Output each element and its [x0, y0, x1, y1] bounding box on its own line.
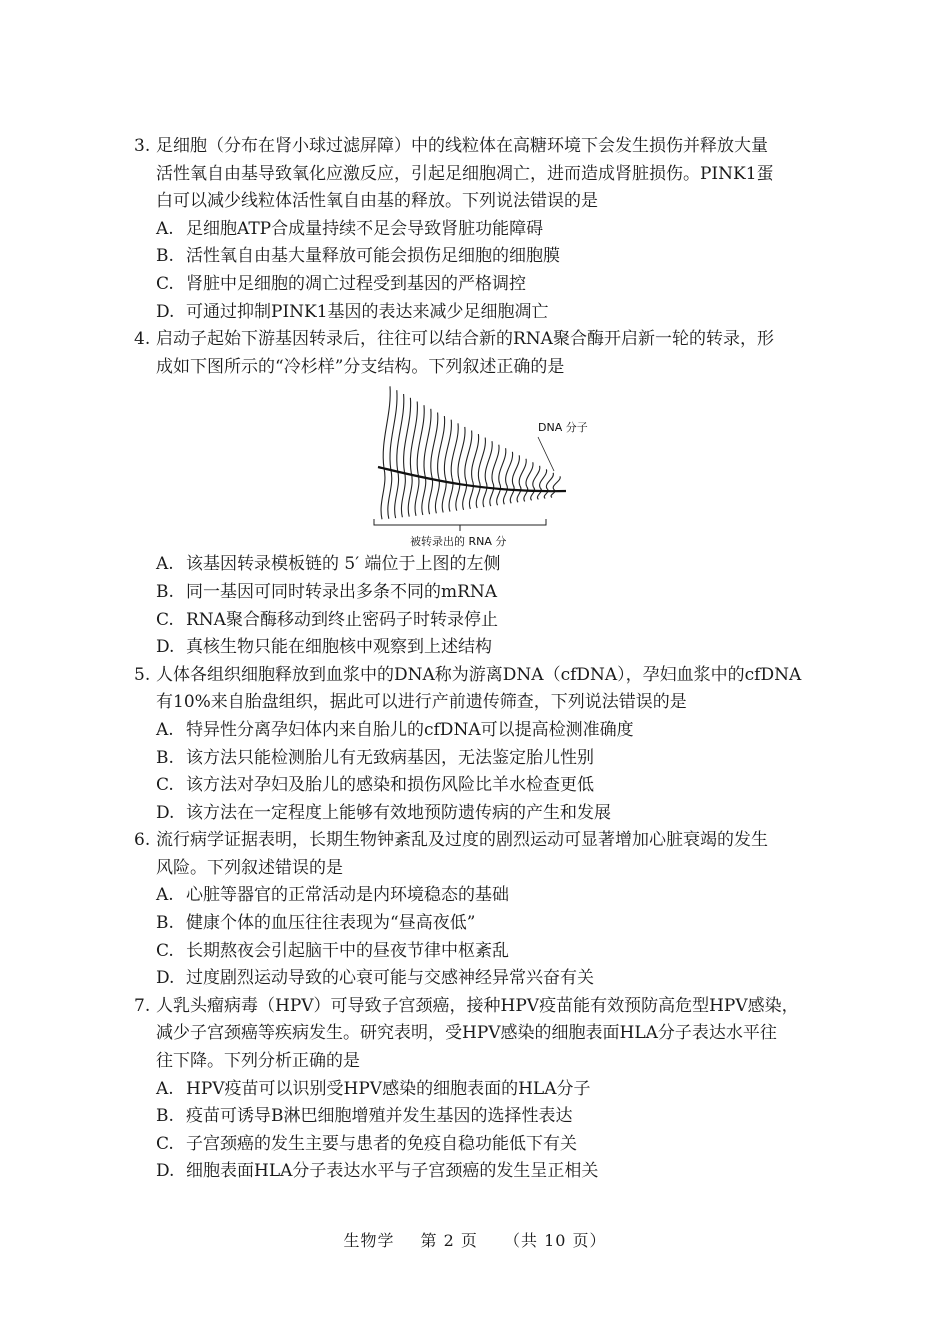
question-stem-line: 4. 启动子起始下游基因转录后，往往可以结合新的RNA聚合酶开启新一轮的转录，形 — [134, 326, 834, 354]
rna-branch-up — [526, 463, 533, 487]
option-c: C. 该方法对孕妇及胎儿的感染和损伤风险比羊水检查更低 — [156, 775, 594, 796]
option-b: B. 疫苗可诱导B淋巴细胞增殖并发生基因的选择性表达 — [156, 1106, 573, 1127]
rna-branch-down — [483, 482, 487, 507]
rna-branch-up — [499, 449, 506, 484]
question-stem-line: 7. 人乳头瘤病毒（HPV）可导致子宫颈癌，接种HPV疫苗能有效预防高危型HPV感染， — [134, 993, 834, 1021]
rna-branch-down — [510, 485, 514, 503]
rna-branch-down — [497, 484, 501, 506]
option-b: B. 同一基因可同时转录出多条不同的mRNA — [156, 581, 498, 602]
rna-branch-up — [533, 466, 540, 488]
question-number: 3. — [134, 136, 151, 156]
rna-branch-up — [383, 387, 390, 469]
fir-tree-diagram — [370, 385, 610, 547]
rna-branch-up — [472, 434, 479, 480]
footer-subject: 生物学 — [343, 1231, 395, 1250]
question-7 — [134, 993, 834, 1186]
rna-branch-up — [390, 391, 397, 470]
question-number: 4. — [134, 329, 151, 350]
rna-branch-down — [503, 485, 507, 505]
rna-branch-up — [540, 470, 547, 489]
rna-branch-up — [417, 406, 424, 474]
rna-branch-up — [492, 445, 499, 483]
question-4 — [134, 326, 834, 662]
rna-branch-up — [485, 442, 492, 483]
rna-branch-down — [422, 475, 426, 516]
rna-branch-up — [506, 452, 513, 485]
dna-label: DNA 分子 — [538, 421, 588, 435]
question-stem-line: 活性氧自由基导致氧化应激反应，引起足细胞凋亡，进而造成肾脏损伤。PINK1蛋 — [156, 163, 774, 184]
page-footer — [0, 1228, 950, 1251]
option-a: A. 该基因转录模板链的 5′ 端位于上图的左侧 — [156, 554, 501, 575]
rna-branch-down — [490, 483, 494, 506]
option-d: D. 真核生物只能在细胞核中观察到上述结构 — [156, 637, 492, 658]
question-stem-line: 往下降。下列分析正确的是 — [156, 1051, 360, 1072]
rna-branch-up — [444, 420, 451, 477]
question-stem-line: 6. 流行病学证据表明，长期生物钟紊乱及过度的剧烈运动可显著增加心脏衰竭的发生 — [134, 827, 834, 855]
question-stem-line: 成如下图所示的“冷杉样”分支结构。下列叙述正确的是 — [156, 356, 565, 377]
question-stem-line: 风险。下列叙述错误的是 — [156, 857, 343, 878]
rna-branch-down — [429, 476, 433, 515]
dna-pointer-line — [538, 437, 554, 471]
fir-tree-figure — [134, 381, 834, 551]
option-b: B. 该方法只能检测胎儿有无致病基因，无法鉴定胎儿性别 — [156, 747, 594, 768]
footer-total-pages: （共 10 页） — [504, 1231, 607, 1250]
rna-branch-down — [381, 469, 385, 520]
rna-branch-up — [397, 394, 404, 471]
question-stem-line: 3. 足细胞（分布在肾小球过滤屏障）中的线粒体在高糖环境下会发生损伤并释放大量 — [134, 133, 834, 161]
rna-branch-up — [478, 438, 485, 482]
rna-branch-down — [531, 488, 535, 501]
option-d: D. 该方法在一定程度上能够有效地预防遗传病的产生和发展 — [156, 802, 611, 823]
rna-branch-down — [415, 474, 419, 516]
rna-branch-up — [431, 413, 438, 476]
question-number: 6. — [134, 830, 151, 851]
rna-bracket — [374, 519, 546, 525]
rna-branch-down — [524, 487, 528, 502]
option-d: D. 细胞表面HLA分子表达水平与子宫颈癌的发生呈正相关 — [156, 1161, 599, 1182]
question-stem-line: 5. 人体各组织细胞释放到血浆中的DNA称为游离DNA（cfDNA），孕妇血浆中的cfDNA — [134, 662, 834, 690]
option-c: C. 子宫颈癌的发生主要与患者的免疫自稳功能低下有关 — [156, 1133, 577, 1154]
rna-branch-down — [517, 486, 521, 502]
rna-branch-up — [451, 424, 458, 479]
option-a: A. 心脏等器官的正常活动是内环境稳态的基础 — [156, 885, 509, 906]
rna-branch-up — [465, 431, 472, 480]
rna-branch-up — [553, 477, 560, 490]
rna-branch-up — [410, 402, 417, 473]
rna-branch-down — [408, 473, 412, 517]
rna-branch-down — [395, 471, 399, 519]
question-number: 7. — [134, 995, 151, 1016]
question-list — [134, 133, 834, 1186]
option-c: C. 肾脏中足细胞的凋亡过程受到基因的严格调控 — [156, 273, 526, 294]
question-stem-line: 白可以减少线粒体活性氧自由基的释放。下列说法错误的是 — [156, 191, 598, 212]
rna-branch-up — [438, 416, 445, 476]
option-c: C. 长期熬夜会引起脑干中的昼夜节律中枢紊乱 — [156, 940, 509, 961]
rna-branch-up — [404, 398, 411, 472]
question-6 — [134, 827, 834, 993]
rna-branch-up — [519, 459, 526, 486]
option-a: A. 特异性分离孕妇体内来自胎儿的cfDNA可以提高检测准确度 — [156, 719, 634, 740]
rna-branch-down — [401, 472, 405, 518]
option-b: B. 活性氧自由基大量释放可能会损伤足细胞的细胞膜 — [156, 246, 560, 267]
rna-branch-down — [537, 489, 541, 500]
rna-branch-up — [424, 409, 431, 475]
rna-branch-down — [476, 482, 480, 509]
option-a: A. 足细胞ATP合成量持续不足会导致肾脏功能障碍 — [156, 218, 544, 239]
question-stem-line: 减少子宫颈癌等疾病发生。研究表明，受HPV感染的细胞表面HLA分子表达水平往 — [156, 1023, 777, 1044]
option-a: A. HPV疫苗可以识别受HPV感染的细胞表面的HLA分子 — [156, 1078, 591, 1099]
rna-branch-down — [388, 470, 392, 519]
rna-branch-down — [435, 476, 439, 513]
rna-branch-up — [512, 456, 519, 486]
question-stem-line: 有10%来自胎盘组织，据此可以进行产前遗传筛查，下列说法错误的是 — [156, 692, 687, 713]
rna-branches — [381, 387, 560, 520]
rna-branch-up — [458, 427, 465, 479]
option-c: C. RNA聚合酶移动到终止密码子时转录停止 — [156, 609, 498, 630]
question-number: 5. — [134, 664, 151, 685]
option-b: B. 健康个体的血压往往表现为“昼高夜低” — [156, 913, 476, 934]
option-d: D. 过度剧烈运动导致的心衰可能与交感神经异常兴奋有关 — [156, 968, 594, 989]
option-d: D. 可通过抑制PINK1基因的表达来减少足细胞凋亡 — [156, 301, 549, 322]
rna-label: 被转录出的 RNA 分 — [410, 535, 507, 548]
question-3 — [134, 133, 834, 326]
footer-page-number: 第 2 页 — [420, 1231, 478, 1250]
rna-branch-up — [546, 473, 553, 489]
question-5 — [134, 662, 834, 828]
